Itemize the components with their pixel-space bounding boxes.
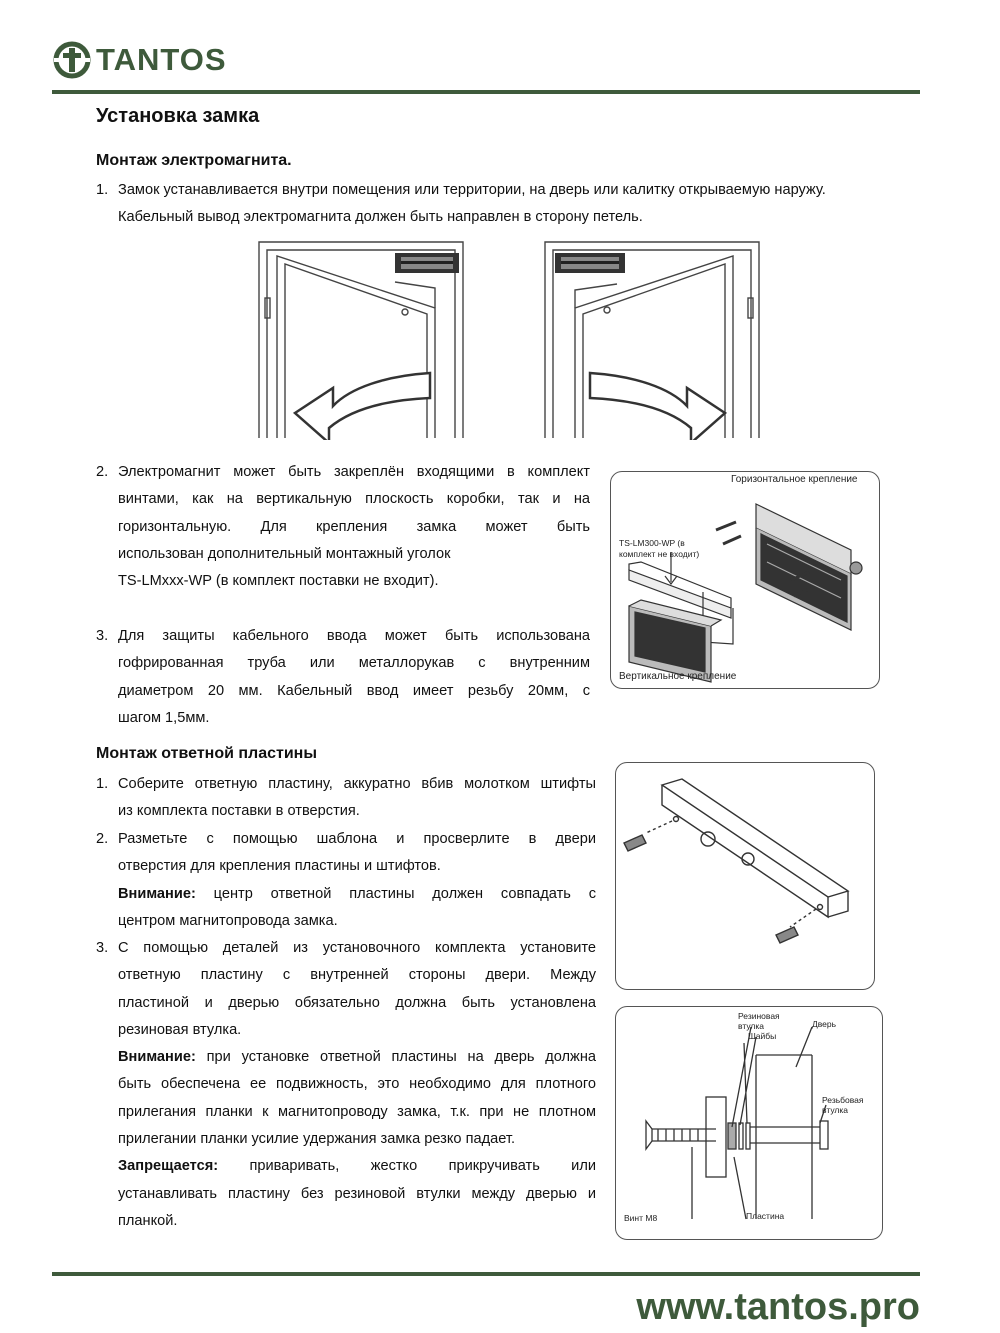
footer-url[interactable]: www.tantos.pro [636,1286,920,1328]
text-line: винтами, как на вертикальную плоскость коробки, так и на [118,491,590,508]
warning-label: Внимание: [118,885,196,902]
label-rubber-sleeve-2: втулка [738,1021,764,1031]
magnet-icon [395,253,459,273]
magnet-icon [555,253,625,273]
text-line: С помощью деталей из установочного комплекта установите [118,940,596,956]
item-text [118,826,596,935]
warning-label: Внимание: [118,1049,196,1066]
door-opening-diagram [255,238,765,440]
text-span: приваривать, жестко прикручивать или [218,1158,596,1175]
text-line: Замок устанавливается внутри помещения или территории, на дверь или калитку открываемую наружу. [118,182,826,198]
mounting-drawing [611,472,879,688]
arrow-right-icon [590,373,725,440]
text-line: устанавливать пластину без резиновой втулки между дверью и [118,1185,596,1202]
label-horizontal-mount: Горизонтальное крепление [731,474,858,485]
item-number: 1. [96,776,109,792]
label-bracket: TS-LM300-WP (в [619,538,685,548]
text-line: планкой. [118,1212,178,1229]
forbid-line [118,1153,596,1180]
assembly-diagram [615,1006,883,1240]
logo [52,40,262,80]
label-door: Дверь [812,1019,837,1029]
text-line: горизонтальную. Для крепления замка может быть [118,518,590,535]
warning-line [118,1044,596,1071]
text-line: Кабельный вывод электромагнита должен быть направлен в сторону петель. [118,209,643,226]
header-divider [52,90,920,94]
mounting-diagram [610,471,880,689]
text-line: из комплекта поставки в отверстия. [118,803,360,820]
label-rubber-sleeve: Резиновая [738,1011,780,1021]
strike-plate-drawing [616,763,874,989]
logo-text: TANTOS [96,42,227,77]
label-vertical-mount: Вертикальное крепление [619,671,737,682]
text-line: TS-LMxxx-WP (в комплект поставки не входит). [118,573,439,590]
text-line: гофрированная труба или металлорукав с внутренним [118,655,590,672]
item-number: 2. [96,831,109,847]
item-number: 1. [96,182,109,198]
text-line: ответную пластину с внутренней стороны двери. Между [118,967,596,984]
text-span: при установке ответной пластины на дверь должна [195,1049,596,1066]
page-title: Установка замка [96,105,260,127]
text-line: Для защиты кабельного ввода может быть использована [118,628,590,644]
item-text [118,177,918,232]
text-line: прилегания планки к магнитопроводу замка, т.к. при не плотном [118,1103,596,1120]
item-number: 2. [96,464,109,480]
item-number: 3. [96,940,109,956]
item-number: 3. [96,628,109,644]
item-text [118,459,590,595]
forbid-label: Запрещается: [118,1158,219,1175]
label-threaded-sleeve-2: втулка [822,1105,848,1115]
text-line: отверстия для крепления пластины и штифтов. [118,858,441,875]
label-bracket-note: комплект не входит) [619,549,700,559]
text-span: центр ответной пластины должен совпадать с [195,885,596,902]
warning-line [118,881,596,908]
logo-icon [52,40,92,80]
footer-divider [52,1272,920,1276]
text-line: прилегании планки усилие удержания замка резко падает. [118,1131,515,1148]
section-heading-plate: Монтаж ответной пластины [96,745,317,762]
text-line: Соберите ответную пластину, аккуратно вбив молотком штифты [118,776,596,792]
text-line: пластиной и дверью обязательно должна быть установлена [118,994,596,1011]
strike-plate-diagram [615,762,875,990]
item-text [118,771,596,826]
section-heading-magnet: Монтаж электромагнита. [96,152,292,169]
text-line: Электромагнит может быть закреплён входящими в комплект [118,464,590,480]
item-text [118,935,596,1235]
label-threaded-sleeve: Резьбовая [822,1095,864,1105]
label-plate: Пластина [746,1211,785,1221]
arrow-left-icon [295,373,430,440]
label-screw: Винт М8 [624,1213,658,1223]
text-line: использован дополнительный монтажный уголок [118,545,451,562]
item-text [118,623,590,732]
text-line: быть обеспечена ее подвижность, это необходимо для плотного [118,1076,596,1093]
text-line: центром магнитопровода замка. [118,912,338,929]
assembly-drawing [616,1007,882,1239]
label-washers: Шайбы [748,1031,777,1041]
text-line: резиновая втулка. [118,1021,242,1038]
text-line: диаметром 20 мм. Кабельный ввод имеет резьбу 20мм, с [118,682,590,699]
text-line: Разметьте с помощью шаблона и просверлите в двери [118,831,596,847]
text-line: шагом 1,5мм. [118,709,210,726]
